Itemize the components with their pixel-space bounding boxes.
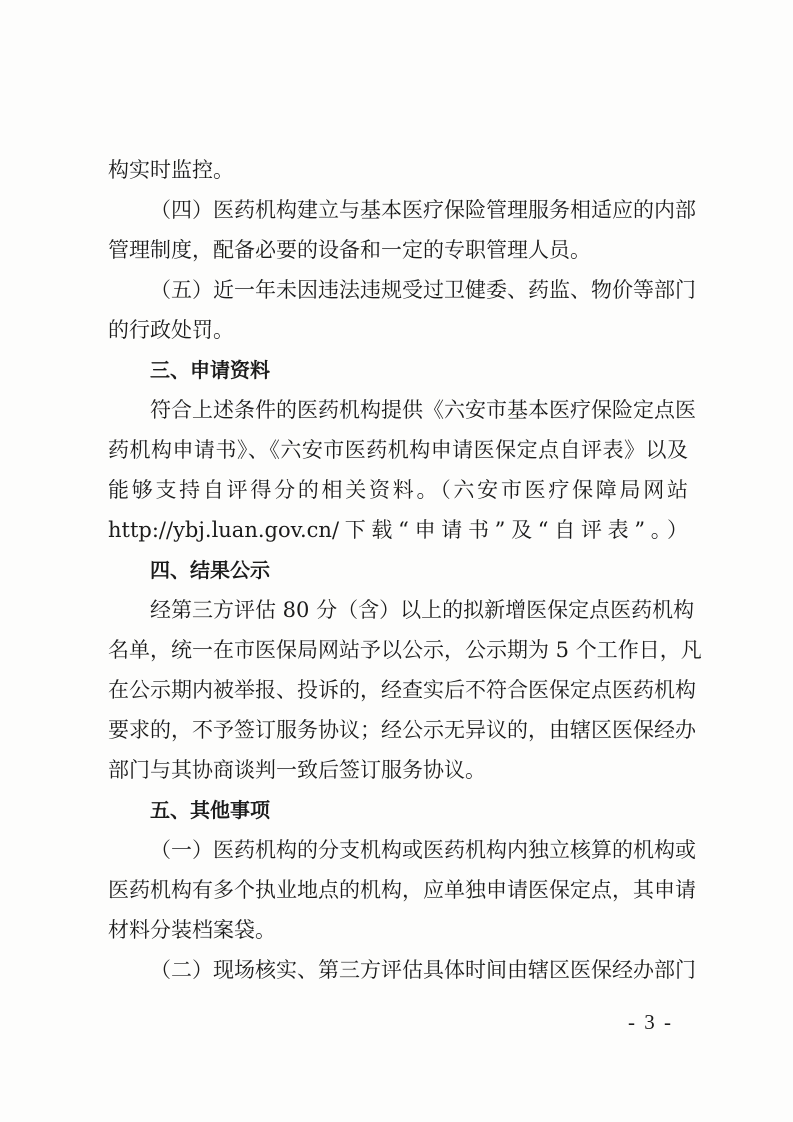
paragraph-line: 符合上述条件的医药机构提供《六安市基本医疗保险定点医 — [150, 398, 696, 422]
paragraph-line: 的行政处罚。 — [108, 318, 234, 342]
paragraph-line: 构实时监控。 — [108, 158, 234, 182]
paragraph-line: 管理制度，配备必要的设备和一定的专职管理人员。 — [108, 238, 591, 262]
paragraph-line: 名单，统一在市医保局网站予以公示，公示期为 5 个工作日，凡 — [108, 638, 702, 662]
paragraph-line: 药机构申请书》、《六安市医药机构申请医保定点自评表》以及 — [108, 438, 688, 462]
paragraph-line: 部门与其协商谈判一致后签订服务协议。 — [108, 758, 486, 782]
document-body — [108, 150, 702, 990]
paragraph-line: （一）医药机构的分支机构或医药机构内独立核算的机构或 — [150, 838, 696, 862]
section-heading: 五、其他事项 — [150, 798, 270, 822]
paragraph-line: （四）医药机构建立与基本医疗保险管理服务相适应的内部 — [150, 198, 696, 222]
paragraph-line: 材料分装档案袋。 — [108, 918, 276, 942]
section-heading: 四、结果公示 — [150, 558, 270, 582]
paragraph-line: 经第三方评估 80 分（含）以上的拟新增医保定点医药机构 — [150, 598, 695, 622]
paragraph-line: （五）近一年未因违法违规受过卫健委、药监、物价等部门 — [150, 278, 696, 302]
paragraph-line: 要求的，不予签订服务协议；经公示无异议的，由辖区医保经办 — [108, 718, 696, 742]
page-number: - 3 - — [628, 1010, 673, 1034]
paragraph-line: （二）现场核实、第三方评估具体时间由辖区医保经办部门 — [150, 958, 696, 982]
paragraph-line: 医药机构有多个执业地点的机构，应单独申请医保定点，其申请 — [108, 878, 696, 902]
paragraph-line: http://ybj.luan.gov.cn/下载“申请书”及“自评表”。） — [108, 518, 688, 542]
section-heading: 三、申请资料 — [150, 358, 270, 382]
paragraph-line: 在公示期内被举报、投诉的，经查实后不符合医保定点医药机构 — [108, 678, 696, 702]
paragraph-line: 能够支持自评得分的相关资料。（六安市医疗保障局网站 — [108, 478, 688, 502]
